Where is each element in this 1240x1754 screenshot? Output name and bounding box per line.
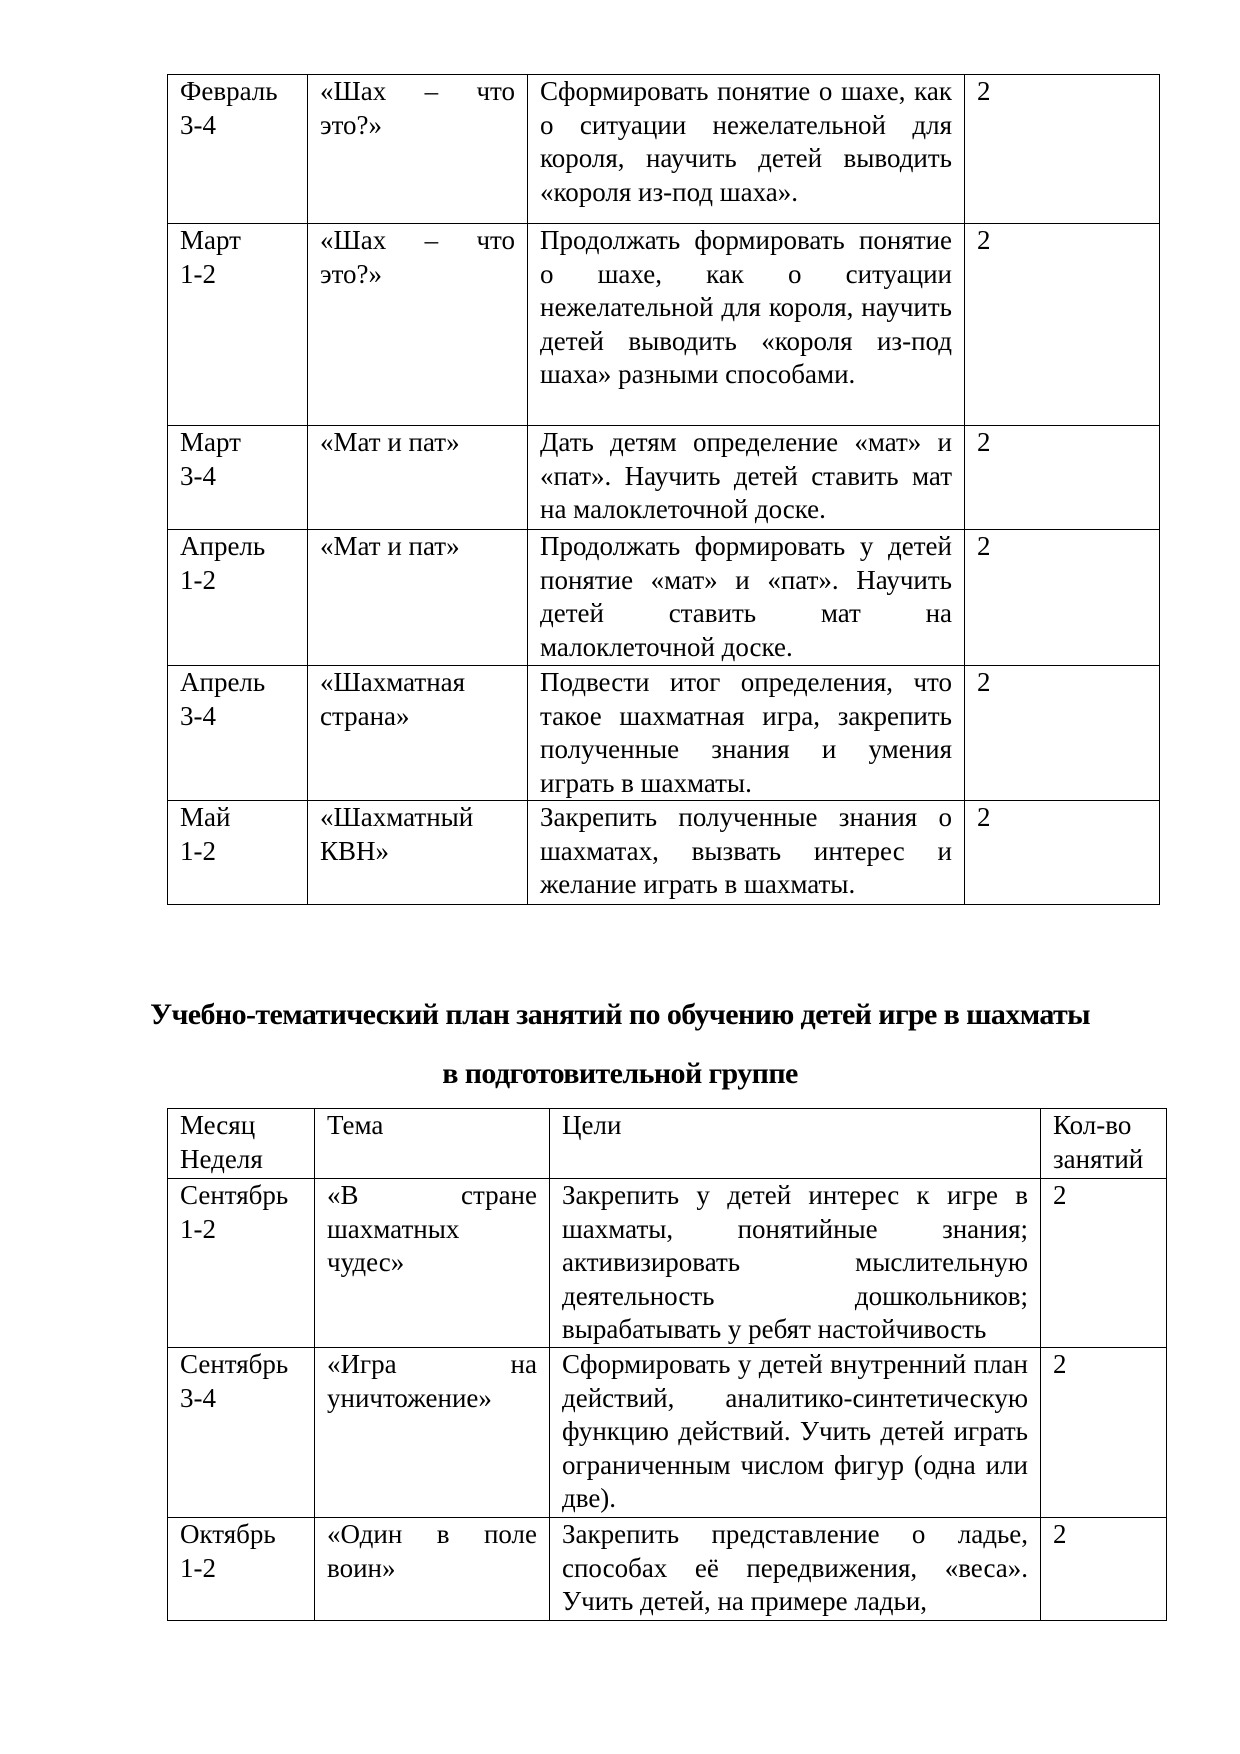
- goal-cell: Сформировать понятие о шахе, как о ситуации нежелательной для короля, научить детей выводить «короля из-под шаха».: [528, 75, 965, 224]
- goal-cell: Дать детям определение «мат» и «пат». Научить детей ставить мат на малоклеточной доске.: [528, 426, 965, 530]
- topic-cell: «Мат и пат»: [308, 426, 528, 530]
- table-row: [168, 666, 1160, 801]
- table-row: [168, 801, 1160, 905]
- month-week-cell: Март 1-2: [168, 224, 308, 426]
- section-heading: Учебно-тематический план занятий по обучению детей игре в шахматы в подготовительной группе: [150, 998, 1090, 1090]
- goal-cell: Закрепить у детей интерес к игре в шахматы, понятийные знания; активизировать мыслительную деятельность дошкольников; вырабатывать у ребят настойчивость: [550, 1179, 1041, 1348]
- month-week-cell: Февраль 3-4: [168, 75, 308, 224]
- count-cell: 2: [1041, 1179, 1167, 1348]
- month-week-cell: Сентябрь 1-2: [168, 1179, 315, 1348]
- month-week-cell: Октябрь 1-2: [168, 1518, 315, 1621]
- count-cell: 2: [1041, 1518, 1167, 1621]
- count-cell: 2: [1041, 1348, 1167, 1518]
- header-count: Кол-во занятий: [1041, 1109, 1167, 1179]
- lesson-plan-table-continued: [167, 74, 1160, 905]
- table-header-row: [168, 1109, 1167, 1179]
- topic-cell: «Шах – что это?»: [308, 75, 528, 224]
- header-month-week: Месяц Неделя: [168, 1109, 315, 1179]
- goal-cell: Закрепить представление о ладье, способах её передвижения, «веса». Учить детей, на примере ладьи,: [550, 1518, 1041, 1621]
- month-week-cell: Май 1-2: [168, 801, 308, 905]
- goal-cell: Продолжать формировать у детей понятие «мат» и «пат». Научить детей ставить мат на малоклеточной доске.: [528, 530, 965, 666]
- goal-cell: Продолжать формировать понятие о шахе, как о ситуации нежелательной для короля, научить детей выводить «короля из-под шаха» разными способами.: [528, 224, 965, 426]
- table-body: [168, 75, 1160, 905]
- count-cell: 2: [965, 426, 1160, 530]
- header-topic: Тема: [315, 1109, 550, 1179]
- count-cell: 2: [965, 801, 1160, 905]
- count-cell: 2: [965, 530, 1160, 666]
- count-cell: 2: [965, 666, 1160, 801]
- table-row: [168, 1179, 1167, 1348]
- count-cell: 2: [965, 75, 1160, 224]
- topic-cell: «Мат и пат»: [308, 530, 528, 666]
- month-week-cell: Март 3-4: [168, 426, 308, 530]
- table-row: [168, 426, 1160, 530]
- month-week-cell: Апрель 1-2: [168, 530, 308, 666]
- goal-cell: Закрепить полученные знания о шахматах, вызвать интерес и желание играть в шахматы.: [528, 801, 965, 905]
- preparatory-group-plan-table: [167, 1108, 1167, 1621]
- count-cell: 2: [965, 224, 1160, 426]
- month-week-cell: Апрель 3-4: [168, 666, 308, 801]
- topic-cell: «Один в поле воин»: [315, 1518, 550, 1621]
- table-row: [168, 224, 1160, 426]
- topic-cell: «Шах – что это?»: [308, 224, 528, 426]
- goal-cell: Подвести итог определения, что такое шахматная игра, закрепить полученные знания и умения играть в шахматы.: [528, 666, 965, 801]
- header-goal: Цели: [550, 1109, 1041, 1179]
- topic-cell: «В стране шахматных чудес»: [315, 1179, 550, 1348]
- table-body: [168, 1109, 1167, 1621]
- topic-cell: «Шахматный КВН»: [308, 801, 528, 905]
- table-row: [168, 1518, 1167, 1621]
- topic-cell: «Игра на уничтожение»: [315, 1348, 550, 1518]
- month-week-cell: Сентябрь 3-4: [168, 1348, 315, 1518]
- topic-cell: «Шахматная страна»: [308, 666, 528, 801]
- table-row: [168, 1348, 1167, 1518]
- table-row: [168, 75, 1160, 224]
- table-row: [168, 530, 1160, 666]
- goal-cell: Сформировать у детей внутренний план действий, аналитико-синтетическую функцию действий. Учить детей играть ограниченным числом фигур (одна или две).: [550, 1348, 1041, 1518]
